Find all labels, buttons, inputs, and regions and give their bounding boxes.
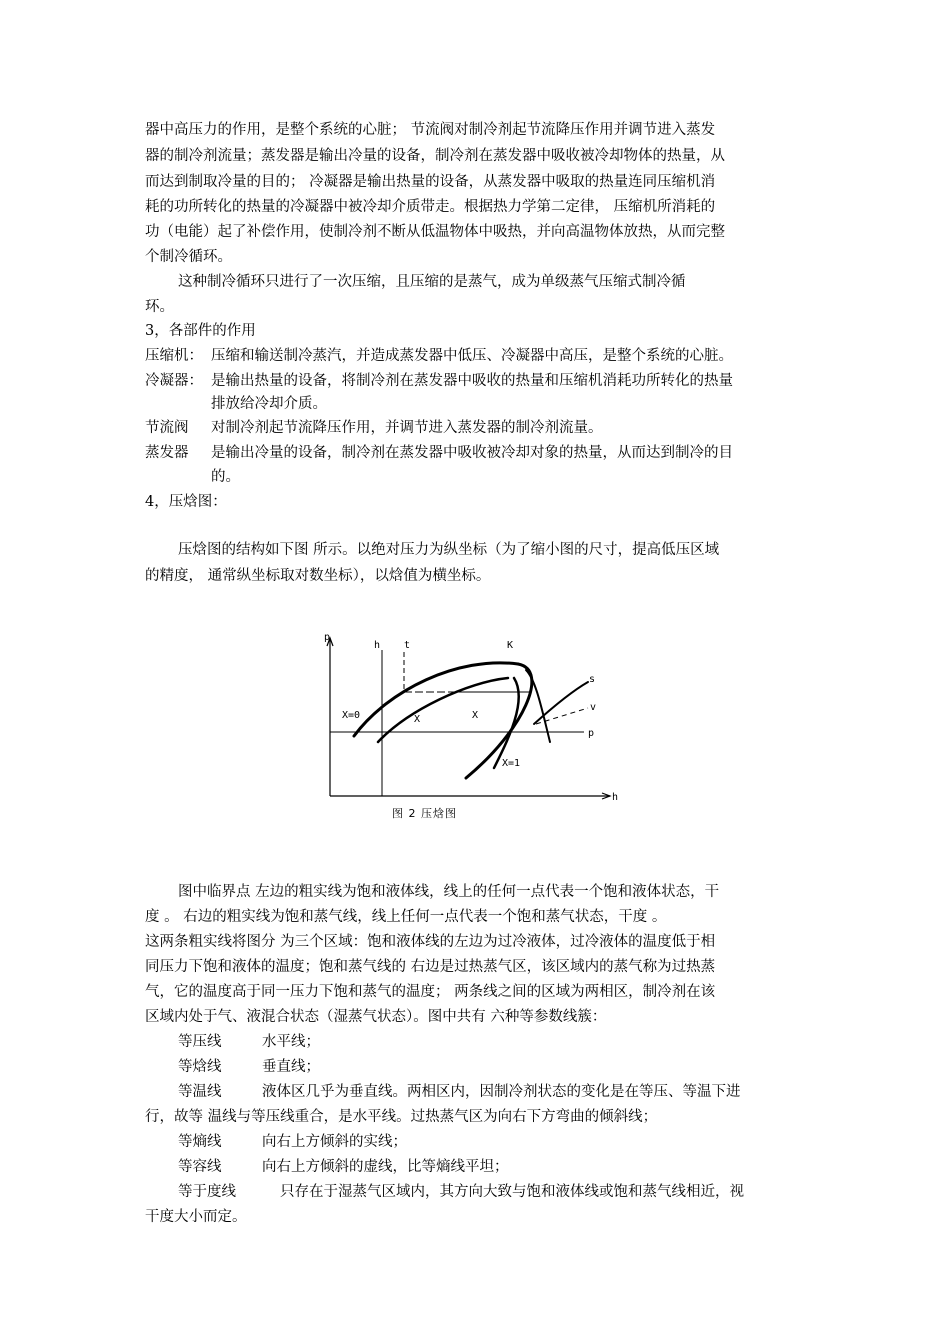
critical-point-label: K bbox=[507, 640, 514, 651]
paragraph-line: 功（电能）起了补偿作用，使制冷剂不断从低温物体中吸热，并向高温物体放热，从而完整 bbox=[145, 224, 725, 240]
t-line-label: t bbox=[404, 640, 411, 651]
component-desc: 的。 bbox=[211, 469, 240, 485]
component-term: 冷凝器： bbox=[145, 373, 203, 389]
paragraph-line: 的精度， 通常纵坐标取对数坐标），以焓值为横坐标。 bbox=[145, 568, 491, 584]
isoline-name: 等熵线 bbox=[178, 1134, 222, 1150]
isoline-desc: 干度大小而定。 bbox=[145, 1209, 247, 1225]
component-term: 节流阀 bbox=[145, 420, 189, 436]
h-line-label: h bbox=[374, 640, 381, 651]
paragraph-line: 图中临界点 左边的粗实线为饱和液体线，线上的任何一点代表一个饱和液体状态，干 bbox=[178, 884, 720, 900]
paragraph-line: 度 。 右边的粗实线为饱和蒸气线，线上任何一点代表一个饱和蒸气状态，干度 。 bbox=[145, 909, 667, 925]
isentropic-label: s bbox=[589, 674, 596, 685]
paragraph-line: 环。 bbox=[145, 299, 174, 315]
paragraph-line: 这两条粗实线将图分 为三个区域：饱和液体线的左边为过冷液体，过冷液体的温度低于相 bbox=[145, 934, 716, 950]
paragraph-line: 同压力下饱和液体的温度；饱和蒸气线的 右边是过热蒸气区，该区域内的蒸气称为过热蒸 bbox=[145, 959, 716, 975]
paragraph-line: 区域内处于气、液混合状态（湿蒸气状态）。图中共有 六种等参数线簇： bbox=[145, 1009, 607, 1025]
isoline-desc: 液体区几乎为垂直线。两相区内，因制冷剂状态的变化是在等压、等温下进 bbox=[262, 1084, 741, 1100]
isoline-desc: 垂直线； bbox=[262, 1059, 320, 1075]
paragraph-line: 器中高压力的作用，是整个系统的心脏； 节流阀对制冷剂起节流降压作用并调节进入蒸发 bbox=[145, 122, 716, 138]
section-heading: 3，各部件的作用 bbox=[145, 323, 256, 339]
isoline-name: 等于度线 bbox=[178, 1184, 236, 1200]
isoline-name: 等压线 bbox=[178, 1034, 222, 1050]
pressure-enthalpy-diagram bbox=[318, 630, 618, 830]
component-term: 蒸发器 bbox=[145, 445, 189, 461]
component-desc: 是输出冷量的设备，制冷剂在蒸发器中吸收被冷却对象的热量，从而达到制冷的目 bbox=[211, 445, 733, 461]
isoline-desc: 向右上方倾斜的虚线，比等熵线平坦； bbox=[262, 1159, 509, 1175]
paragraph-line: 这种制冷循环只进行了一次压缩，且压缩的是蒸气，成为单级蒸气压缩式制冷循 bbox=[178, 274, 686, 290]
quality-label-right: X bbox=[472, 710, 479, 721]
isobar-label: p bbox=[588, 728, 595, 739]
saturated-vapor-label: X=1 bbox=[502, 758, 521, 769]
isoline-desc: 只存在于湿蒸气区域内，其方向大致与饱和液体线或饱和蒸气线相近，视 bbox=[280, 1184, 744, 1200]
h-axis-label: h bbox=[612, 792, 618, 803]
isentropic-line bbox=[534, 682, 588, 724]
component-desc: 是输出热量的设备，将制冷剂在蒸发器中吸收的热量和压缩机消耗功所转化的热量 bbox=[211, 373, 733, 389]
isoline-name: 等容线 bbox=[178, 1159, 222, 1175]
component-desc: 压缩和输送制冷蒸汽，并造成蒸发器中低压、冷凝器中高压，是整个系统的心脏。 bbox=[211, 348, 733, 364]
p-axis-label: p bbox=[324, 632, 331, 643]
isochoric-label: v bbox=[590, 702, 597, 713]
saturated-vapor-line bbox=[466, 664, 532, 778]
paragraph-line: 器的制冷剂流量；蒸发器是输出冷量的设备，制冷剂在蒸发器中吸收被冷却物体的热量，从 bbox=[145, 148, 725, 164]
paragraph-line: 气，它的温度高于同一压力下饱和蒸气的温度； 两条线之间的区域为两相区，制冷剂在该 bbox=[145, 984, 716, 1000]
saturated-liquid-line bbox=[354, 663, 518, 736]
isoline-name: 等焓线 bbox=[178, 1059, 222, 1075]
quality-label-left: X bbox=[414, 714, 421, 725]
component-desc: 对制冷剂起节流降压作用，并调节进入蒸发器的制冷剂流量。 bbox=[211, 420, 603, 436]
component-desc: 排放给冷却介质。 bbox=[211, 396, 327, 412]
isoline-name: 等温线 bbox=[178, 1084, 222, 1100]
component-term: 压缩机： bbox=[145, 348, 203, 364]
saturated-liquid-label: X=0 bbox=[342, 710, 361, 721]
paragraph-line: 压焓图的结构如下图 所示。以绝对压力为纵坐标（为了缩小图的尺寸，提高低压区域 bbox=[178, 542, 720, 558]
isoline-desc: 水平线； bbox=[262, 1034, 320, 1050]
section-heading: 4，压焓图： bbox=[145, 494, 227, 510]
figure-caption: 图 2 压焓图 bbox=[392, 807, 457, 820]
isoline-desc: 行，故等 温线与等压线重合，是水平线。过热蒸气区为向右下方弯曲的倾斜线； bbox=[145, 1109, 658, 1125]
paragraph-line: 个制冷循环。 bbox=[145, 249, 232, 265]
isoline-desc: 向右上方倾斜的实线； bbox=[262, 1134, 407, 1150]
paragraph-line: 耗的功所转化的热量的冷凝器中被冷却介质带走。根据热力学第二定律， 压缩机所消耗的 bbox=[145, 199, 716, 215]
isotherm-superheated bbox=[526, 670, 550, 742]
paragraph-line: 而达到制取冷量的目的； 冷凝器是输出热量的设备，从蒸发器中吸取的热量连同压缩机消 bbox=[145, 174, 716, 190]
